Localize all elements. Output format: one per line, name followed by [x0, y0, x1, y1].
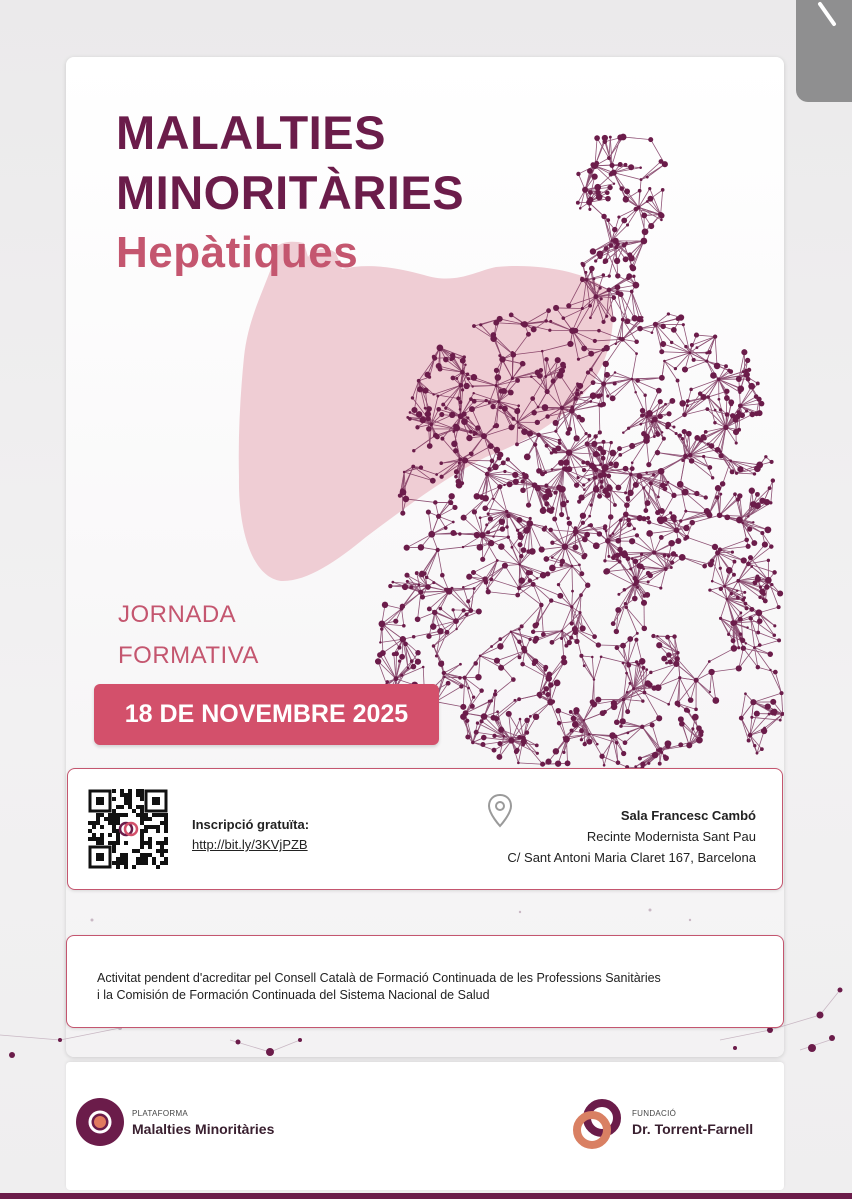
accreditation-box [66, 935, 784, 1028]
platform-logo-name: Malalties Minoritàries [132, 1121, 275, 1137]
foundation-logo-name: Dr. Torrent-Farnell [632, 1121, 754, 1137]
event-date-badge: 18 DE NOVEMBRE 2025 [94, 684, 439, 745]
event-type-line-1: JORNADA [118, 601, 237, 628]
human-network-illustration [66, 57, 784, 777]
accreditation-line-1: Activitat pendent d'acreditar pel Consell Català de Formació Continuada de les Professions Sanitàries [97, 971, 661, 985]
platform-logo-small-text: PLATAFORMA [132, 1109, 189, 1118]
bottom-band [0, 1193, 852, 1199]
subtitle: Hepàtiques [116, 228, 359, 277]
registration-link[interactable]: http://bit.ly/3KVjPZB [192, 837, 308, 852]
accreditation-text [97, 970, 661, 1004]
platform-logo-icon[interactable] [74, 1096, 126, 1148]
close-icon[interactable] [814, 0, 852, 40]
venue-line-2: Recinte Modernista Sant Pau [586, 829, 756, 844]
qr-code-icon[interactable] [88, 789, 168, 869]
corner-tab[interactable] [796, 0, 852, 102]
foundation-logo-small-text: FUNDACIÓ [632, 1109, 677, 1118]
title-line-1: MALALTIES [116, 106, 386, 159]
accreditation-line-2: i la Comisión de Formación Continuada del Sistema Nacional de Salud [97, 988, 490, 1002]
foundation-logo-icon[interactable] [570, 1096, 626, 1152]
footer-logos [66, 1062, 784, 1190]
title-line-2: MINORITÀRIES [116, 166, 465, 219]
registration-label: Inscripció gratuïta: [192, 817, 310, 832]
venue-line-3: C/ Sant Antoni Maria Claret 167, Barcelona [507, 850, 756, 865]
venue-name: Sala Francesc Cambó [620, 808, 756, 823]
registration-venue-box [67, 768, 783, 890]
venue-address [507, 805, 756, 868]
event-type-line-2: FORMATIVA [118, 642, 259, 669]
